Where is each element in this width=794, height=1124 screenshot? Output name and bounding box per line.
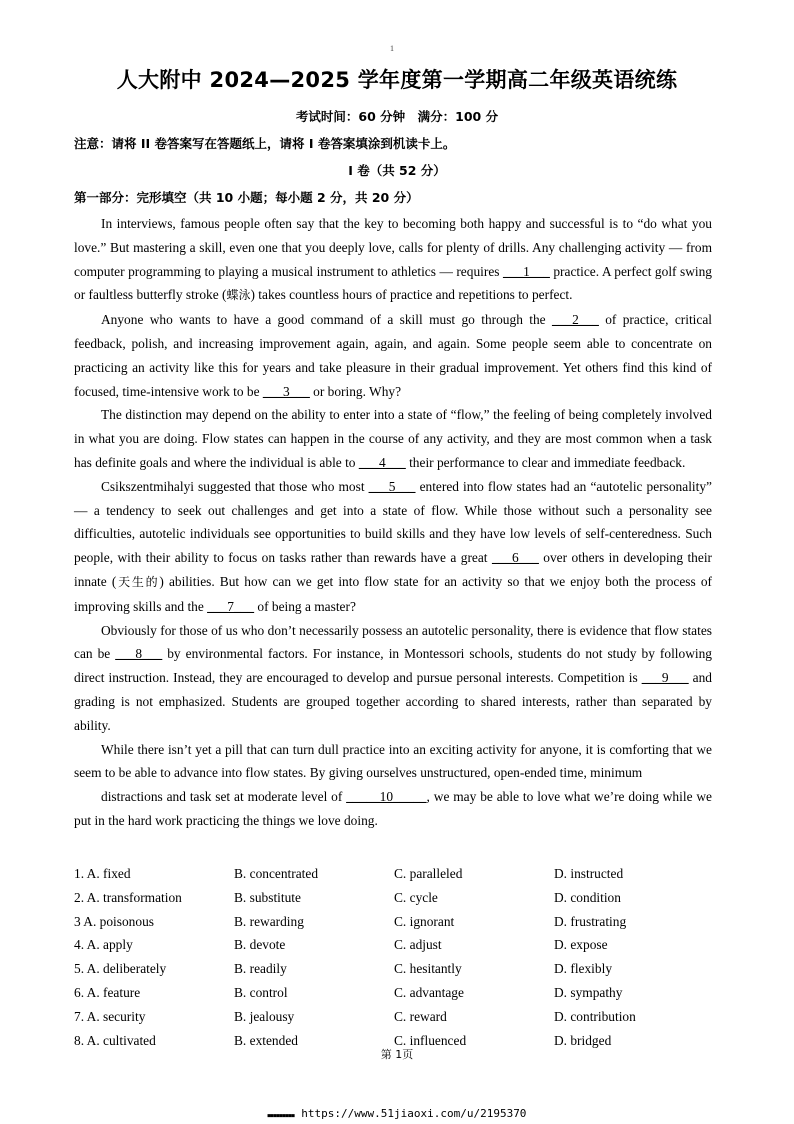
exam-info: 考试时间：60 分钟 满分：100 分 [295,109,499,124]
option-c: C. reward [394,1008,447,1024]
option-b: B. readily [234,961,287,977]
blank-9: ___9___ [641,670,689,686]
page-tick-mark: 1 [390,44,394,53]
option-c: C. paralleled [394,866,463,881]
blank-4: ___4___ [358,454,406,470]
option-c: C. ignorant [394,913,455,929]
blank-2: ___2___ [551,312,599,328]
option-b: B. devote [234,937,286,953]
page-number: 第 1页 [380,1048,414,1061]
option-c: C. hesitantly [394,961,462,977]
blank-7: ___7___ [207,598,255,614]
option-b: B. rewarding [234,913,304,929]
option-b: B. control [234,984,288,1000]
option-a: 5. A. deliberately [74,961,167,977]
option-row [74,886,724,910]
answer-options [74,862,724,1052]
watermark-logo: ■■■■■■■■■ [267,1113,295,1119]
option-c: C. influenced [394,1032,467,1048]
option-c: C. adjust [394,937,442,953]
option-row [74,1005,724,1029]
volume-heading: I 卷（共 52 分） [348,163,446,178]
option-d: D. flexibly [554,961,613,977]
option-a: 6. A. feature [74,984,141,1000]
option-c: C. cycle [394,889,438,905]
option-row [74,862,724,886]
paragraph-5: Obviously for those of us who don’t necessarily possess an autotelic personality, there is evidence that flow states can be ___8___ by environmental factors. For instance, in Montessori schools, students do not study by following direct instruction. Instead, they are encouraged to develop and pursue personal interests. Competition is ___9___ and grading is not emphasized. Students are grouped together according to shared interests, rather than separated by ability. [74,622,712,733]
option-d: D. instructed [554,866,624,881]
option-b: B. extended [234,1032,298,1048]
option-b: B. jealousy [234,1008,295,1024]
option-c: C. advantage [394,984,464,1000]
option-a: 1. A. fixed [74,866,131,881]
footer-url-link[interactable]: https://www.51jiaoxi.com/u/2195370 [301,1107,527,1120]
option-b: B. substitute [234,889,301,905]
blank-1: ___1___ [502,263,550,279]
blank-3: ___3___ [262,383,310,399]
option-a: 4. A. apply [74,937,133,953]
option-d: D. condition [554,889,621,905]
option-row [74,910,724,934]
option-a: 3 A. poisonous [74,913,154,929]
option-a: 7. A. security [74,1008,146,1024]
option-d: D. contribution [554,1008,636,1024]
paragraph-2: Anyone who wants to have a good command of a skill must go through the ___2___ of practice, critical feedback, polish, and increasing improvement again, again, and again. Some people seem able to concentrate on practicing an activity like this for years and take pleasure in their gradual improvement. Yet others find this kind of focused, time-intensive work to be ___3___ or boring. Why? [74,312,712,399]
option-b: B. concentrated [234,866,319,881]
cloze-passage [74,212,712,833]
option-d: D. bridged [554,1032,612,1048]
blank-10: _____10_____ [346,789,427,805]
blank-5: ___5___ [368,478,416,494]
section-heading: 第一部分：完形填空（共 10 小题；每小题 2 分，共 20 分） [74,190,419,205]
option-a: 8. A. cultivated [74,1032,156,1048]
option-a: 2. A. transformation [74,889,182,905]
exam-title: 人大附中 2024—2025 学年度第一学期高二年级英语统练 [116,68,678,92]
option-row [74,957,724,981]
option-row [74,981,724,1005]
blank-8: ___8___ [115,646,163,662]
chinese-gloss: 蝶泳 [226,288,251,303]
option-d: D. expose [554,937,608,953]
paragraph-6: While there isn’t yet a pill that can turn dull practice into an exciting activity for anyone, it is comforting that we seem to be able to advance into flow states. By giving ourselves unstructured, open-ended time, minimum [74,741,712,781]
chinese-gloss: 天生的 [116,574,160,589]
paragraph-7: distractions and task set at moderate level of _____10_____, we may be able to love what we’re doing while we put in the hard work practicing the things we love doing. [74,789,713,828]
paragraph-1: In interviews, famous people often say that the key to becoming both happy and successful is to “do what you love.” But mastering a skill, even one that you deeply love, calls for plenty of drills. Any challenging activity — from computer programming to playing a musical instrument to athletics — requires ___1___ practice. A perfect golf swing or faultless butterfly stroke (蝶泳) takes countless hours of practice and repetitions to perfect. [74,216,712,303]
footer-watermark [0,1107,794,1120]
option-d: D. frustrating [554,913,627,929]
option-d: D. sympathy [554,984,623,1000]
paragraph-3: The distinction may depend on the ability to enter into a state of “flow,” the feeling of being completely involved in what you are doing. Flow states can happen in the course of any activity, and they are most common when a task has definite goals and where the individual is able to ___4___ their performance to clear and immediate feedback. [74,407,712,470]
blank-6: ___6___ [491,550,539,566]
notice: 注意：请将 II 卷答案写在答题纸上，请将 I 卷答案填涂到机读卡上。 [74,136,456,151]
paragraph-4: Csikszentmihalyi suggested that those who most ___5___ entered into flow states had an “autotelic personality” — a tendency to seek out challenges and get into a state of flow. While those without such a personality see difficulties, autotelic individuals see opportunities to build skills and they have low levels of self-centeredness. Such people, with their ability to focus on tasks rather than rewards have a great ___6___ over others in developing their innate (天生的) abilities. But how can we get into flow state for an activity so that we enjoy both the process of improving skills and the ___7___ of being a master? [74,478,713,614]
option-row [74,933,724,957]
